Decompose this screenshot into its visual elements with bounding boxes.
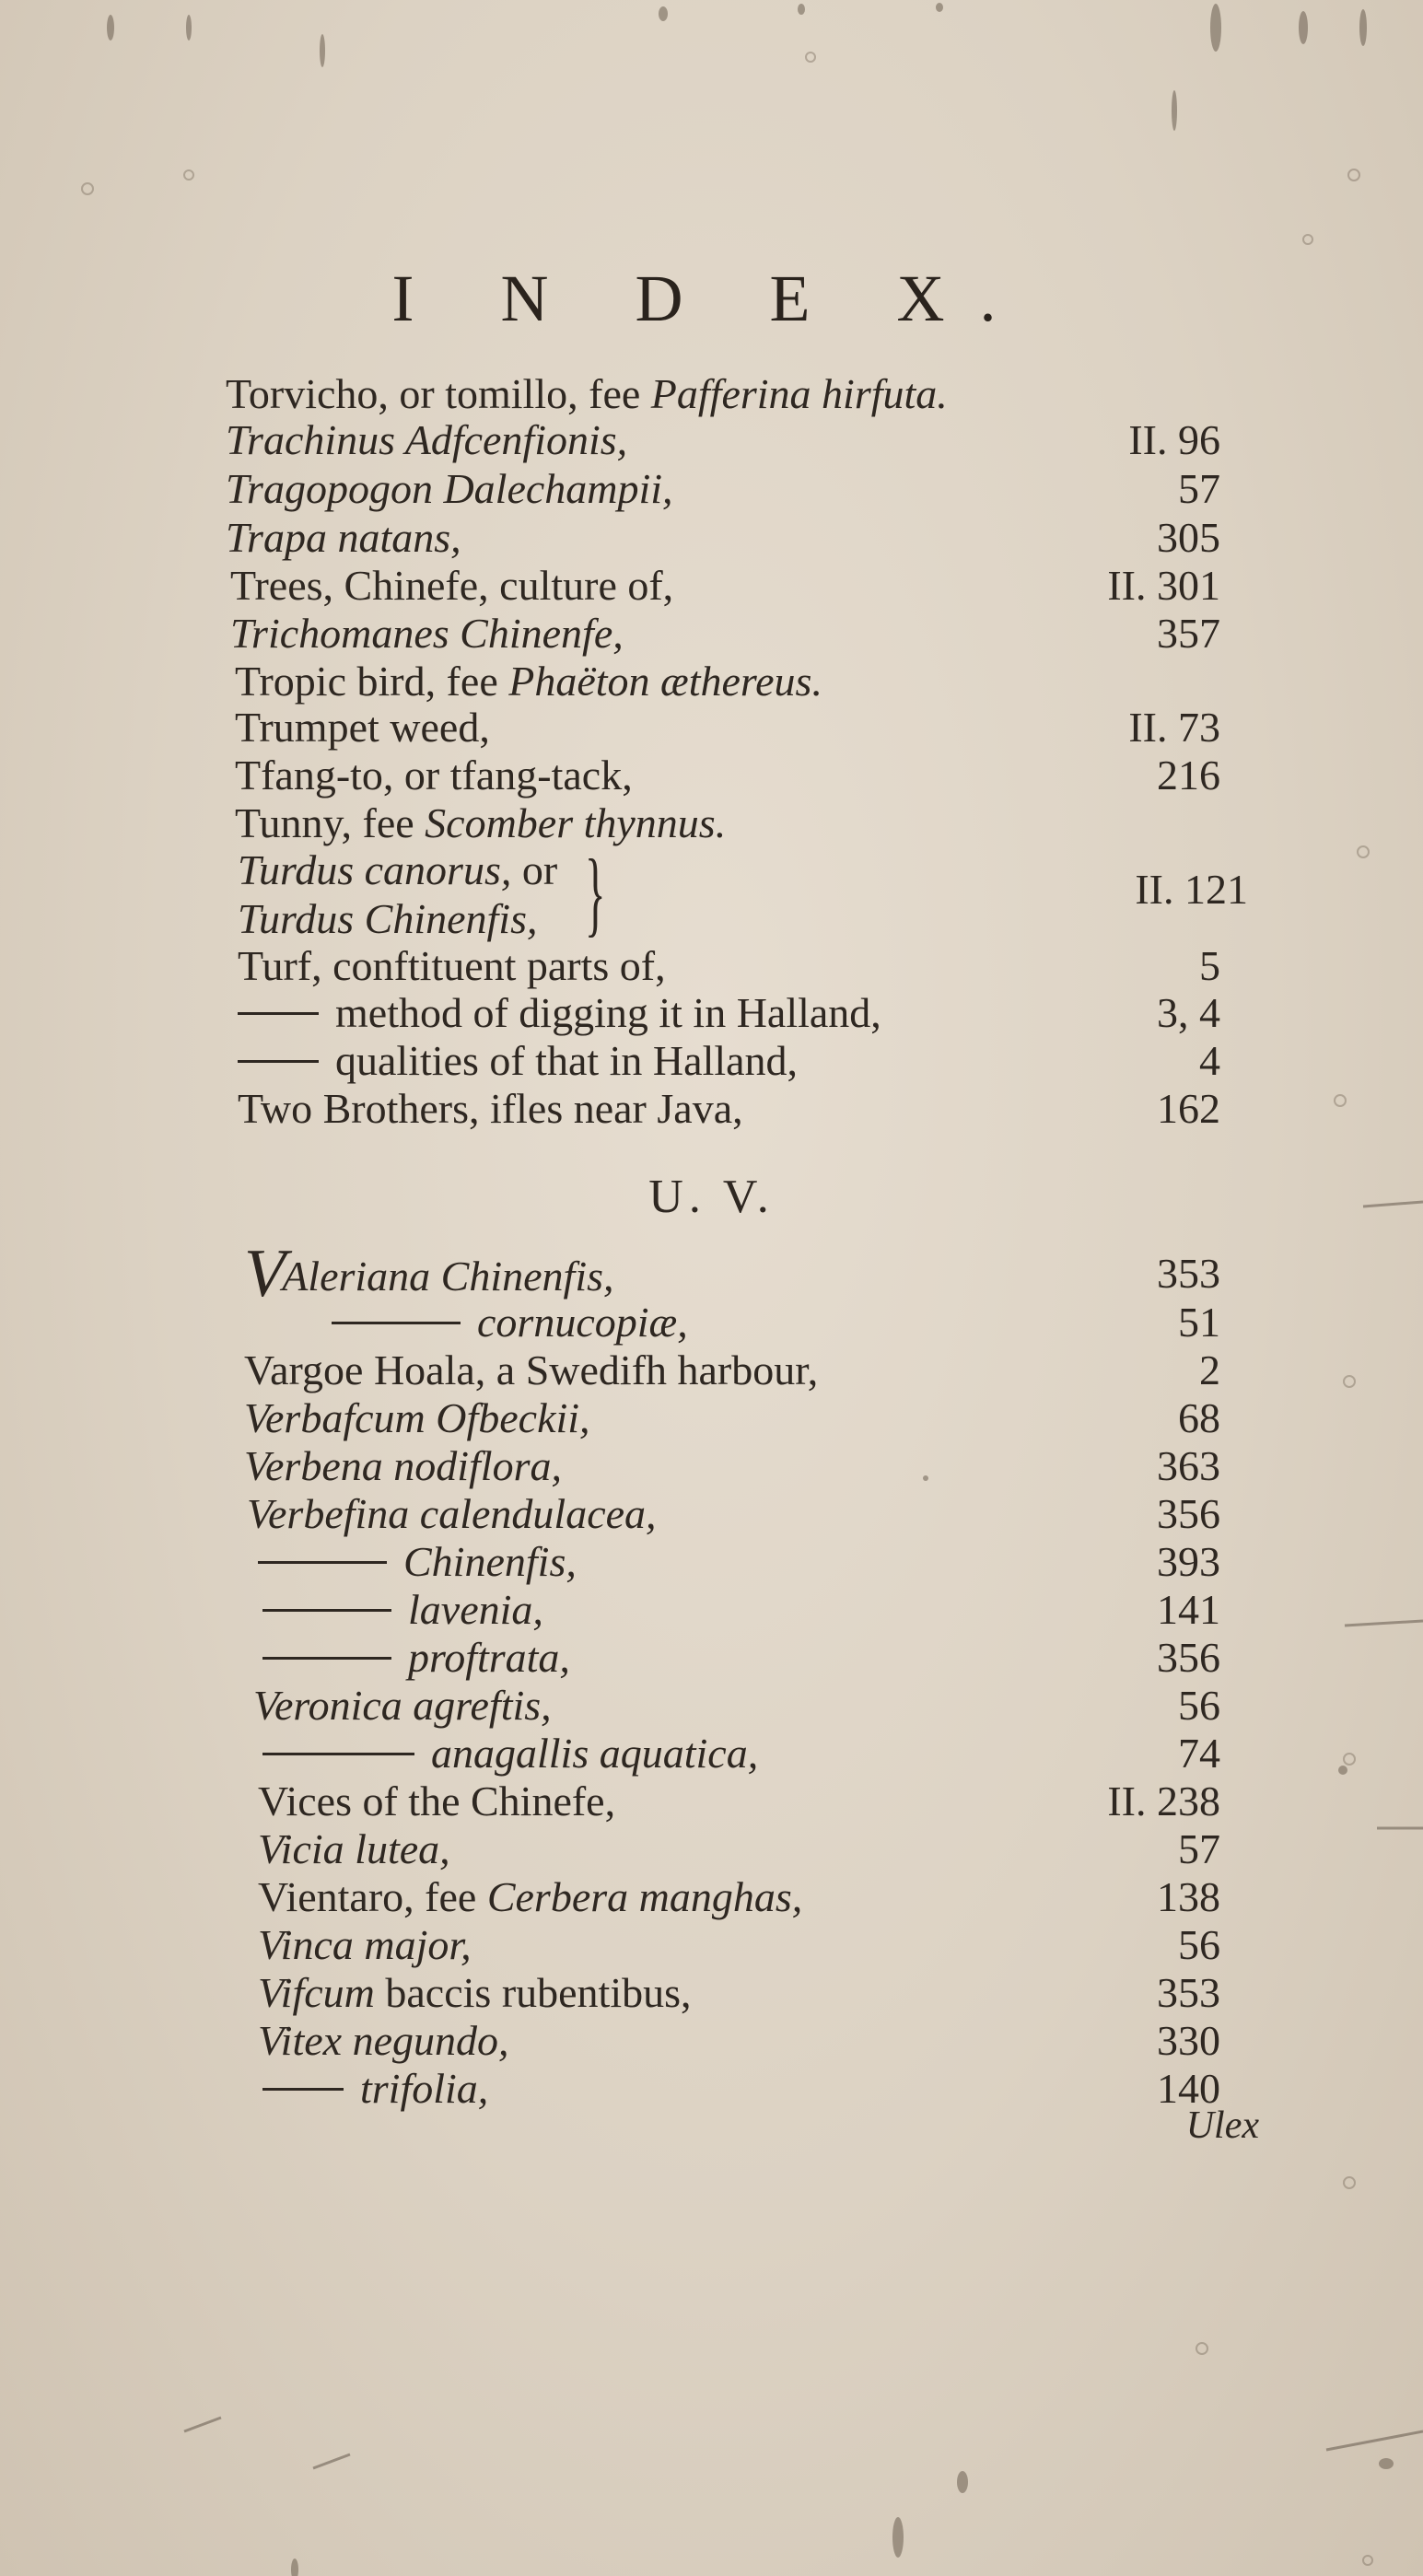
page-reference: 56 bbox=[1178, 1682, 1220, 1729]
entry-italic-text: Trichomanes Chinenfe, bbox=[230, 610, 624, 657]
entry-text: Two Brothers, ifles near Java, bbox=[238, 1085, 743, 1132]
entry-italic-text: Turdus canorus, bbox=[238, 846, 512, 893]
v-entry bbox=[253, 1680, 552, 1731]
page-reference: 3, 4 bbox=[1157, 989, 1220, 1036]
entry-text: Vices of the Chinefe, bbox=[258, 1778, 616, 1824]
entry-text: Tropic bird, fee bbox=[235, 658, 509, 705]
ditto-dash bbox=[262, 1657, 391, 1660]
t-entry bbox=[226, 368, 948, 420]
entry-text: Turf, conftituent parts of, bbox=[238, 942, 666, 989]
entry-italic-text: Phaëton æthereus. bbox=[508, 658, 822, 705]
t-entry bbox=[238, 1083, 743, 1135]
entry-text: Trumpet weed, bbox=[235, 704, 490, 751]
page-reference: 356 bbox=[1157, 1490, 1220, 1537]
page-reference: 363 bbox=[1157, 1442, 1220, 1489]
page-reference: 74 bbox=[1178, 1730, 1220, 1777]
t-entry bbox=[238, 893, 537, 945]
entry-italic-text: Turdus Chinenfis, bbox=[238, 895, 538, 942]
page-reference: 141 bbox=[1157, 1586, 1220, 1633]
entry-italic-text: Cerbera manghas, bbox=[486, 1873, 803, 1920]
entry-italic-text: Trapa natans, bbox=[226, 514, 461, 561]
v-entry bbox=[262, 1632, 570, 1684]
page-reference: II. 238 bbox=[1107, 1778, 1220, 1824]
v-entry bbox=[258, 2015, 509, 2067]
page-reference: 57 bbox=[1178, 1825, 1220, 1872]
entry-italic-text: Vicia lutea, bbox=[258, 1825, 450, 1872]
t-entry bbox=[235, 702, 490, 753]
t-entry bbox=[238, 845, 557, 896]
drop-cap: V bbox=[244, 1236, 283, 1311]
ditto-dash bbox=[262, 1609, 391, 1612]
t-entry bbox=[238, 987, 881, 1039]
t-entry bbox=[238, 1035, 798, 1087]
page-reference: 216 bbox=[1157, 752, 1220, 798]
entry-text: Vargoe Hoala, a Swedifh harbour, bbox=[244, 1346, 819, 1393]
v-entry bbox=[244, 1440, 562, 1492]
entry-italic-text: Veronica agreftis, bbox=[253, 1682, 552, 1729]
entry-italic-text: Verbefina calendulacea, bbox=[247, 1490, 657, 1537]
v-entry bbox=[258, 1776, 615, 1827]
v-entry bbox=[262, 2063, 488, 2115]
v-entry bbox=[258, 1536, 577, 1588]
entry-text: or bbox=[511, 846, 558, 893]
ditto-dash bbox=[262, 1753, 414, 1755]
entry-italic-text: Vitex negundo, bbox=[258, 2017, 509, 2064]
page-reference: 162 bbox=[1157, 1085, 1220, 1132]
v-entry bbox=[258, 1824, 450, 1875]
entry-italic-text: Verbena nodiflora, bbox=[244, 1442, 562, 1489]
ditto-dash bbox=[258, 1561, 387, 1564]
v-entry bbox=[258, 1919, 472, 1971]
entry-text: Torvicho, or tomillo, fee bbox=[226, 370, 651, 417]
page-reference: 138 bbox=[1157, 1873, 1220, 1920]
t-entry bbox=[235, 656, 822, 707]
entry-text: qualities of that in Halland, bbox=[335, 1037, 799, 1084]
page-reference: 4 bbox=[1199, 1037, 1220, 1084]
v-entry bbox=[262, 1728, 758, 1779]
page-reference: 353 bbox=[1157, 1250, 1220, 1297]
entry-text: Tfang-to, or tfang-tack, bbox=[235, 752, 633, 798]
ditto-dash bbox=[332, 1322, 461, 1324]
entry-italic-text: Vinca major, bbox=[258, 1921, 472, 1968]
entry-italic-text: Scomber thynnus. bbox=[425, 799, 727, 846]
section-heading-uv: U. V. bbox=[648, 1171, 775, 1223]
entry-italic-text: Pafferina hirfuta. bbox=[650, 370, 948, 417]
entry-italic-text: Aleriana Chinenfis, bbox=[282, 1253, 614, 1300]
ditto-dash bbox=[238, 1060, 319, 1063]
page-reference: II. 96 bbox=[1128, 416, 1220, 463]
v-entry bbox=[247, 1488, 657, 1540]
page-reference: II. 73 bbox=[1128, 704, 1220, 751]
t-entry bbox=[226, 414, 627, 466]
entry-text: Tunny, fee bbox=[235, 799, 426, 846]
t-entry bbox=[235, 750, 633, 801]
page-reference: II. 301 bbox=[1107, 562, 1220, 609]
t-entry bbox=[230, 608, 624, 659]
entry-text: Vientaro, fee bbox=[258, 1873, 487, 1920]
t-entry bbox=[230, 560, 673, 612]
entry-italic-text: Trachinus Adfcenfionis, bbox=[226, 416, 628, 463]
catchword: Ulex bbox=[1185, 2104, 1259, 2147]
page-reference: 5 bbox=[1199, 942, 1220, 989]
t-entry bbox=[235, 798, 726, 849]
page-reference: 2 bbox=[1199, 1346, 1220, 1393]
v-entry bbox=[244, 1345, 818, 1396]
page-reference: 357 bbox=[1157, 610, 1220, 657]
entry-text: method of digging it in Halland, bbox=[335, 989, 881, 1036]
entry-italic-text: Vifcum bbox=[258, 1969, 375, 2016]
entry-text: baccis rubentibus, bbox=[374, 1969, 692, 2016]
page-reference: 393 bbox=[1157, 1538, 1220, 1585]
page-title: I N D E X. bbox=[391, 262, 1032, 335]
page-reference: 68 bbox=[1178, 1394, 1220, 1441]
ditto-dash bbox=[262, 2088, 344, 2091]
page-reference: 57 bbox=[1178, 465, 1220, 512]
entry-text: Trees, Chinefe, culture of, bbox=[230, 562, 674, 609]
turdus-brace: } bbox=[585, 840, 606, 946]
entry-italic-text: Verbafcum Ofbeckii, bbox=[244, 1394, 590, 1441]
page-reference: 356 bbox=[1157, 1634, 1220, 1681]
entry-italic-text: proftrata, bbox=[408, 1634, 570, 1681]
entry-italic-text: Chinenfis, bbox=[403, 1538, 577, 1585]
turdus-reference: II. 121 bbox=[1135, 866, 1248, 913]
page-reference: 140 bbox=[1157, 2065, 1220, 2112]
v-entry bbox=[258, 1967, 692, 2019]
entry-italic-text: trifolia, bbox=[360, 2065, 489, 2112]
page-reference: 330 bbox=[1157, 2017, 1220, 2064]
v-entry bbox=[332, 1297, 688, 1348]
entry-italic-text: anagallis aquatica, bbox=[431, 1730, 759, 1777]
entry-italic-text: lavenia, bbox=[408, 1586, 543, 1633]
v-entry bbox=[262, 1584, 543, 1636]
entry-italic-text: Tragopogon Dalechampii, bbox=[226, 465, 673, 512]
v-entry bbox=[244, 1236, 614, 1311]
v-entry bbox=[258, 1871, 802, 1923]
page-reference: 56 bbox=[1178, 1921, 1220, 1968]
t-entry bbox=[238, 940, 666, 992]
t-entry bbox=[226, 512, 461, 564]
v-entry bbox=[244, 1393, 590, 1444]
ditto-dash bbox=[238, 1012, 319, 1015]
page-reference: 51 bbox=[1178, 1299, 1220, 1346]
page-reference: 305 bbox=[1157, 514, 1220, 561]
entry-italic-text: cornucopiæ, bbox=[477, 1299, 688, 1346]
t-entry bbox=[226, 463, 673, 515]
page-reference: 353 bbox=[1157, 1969, 1220, 2016]
